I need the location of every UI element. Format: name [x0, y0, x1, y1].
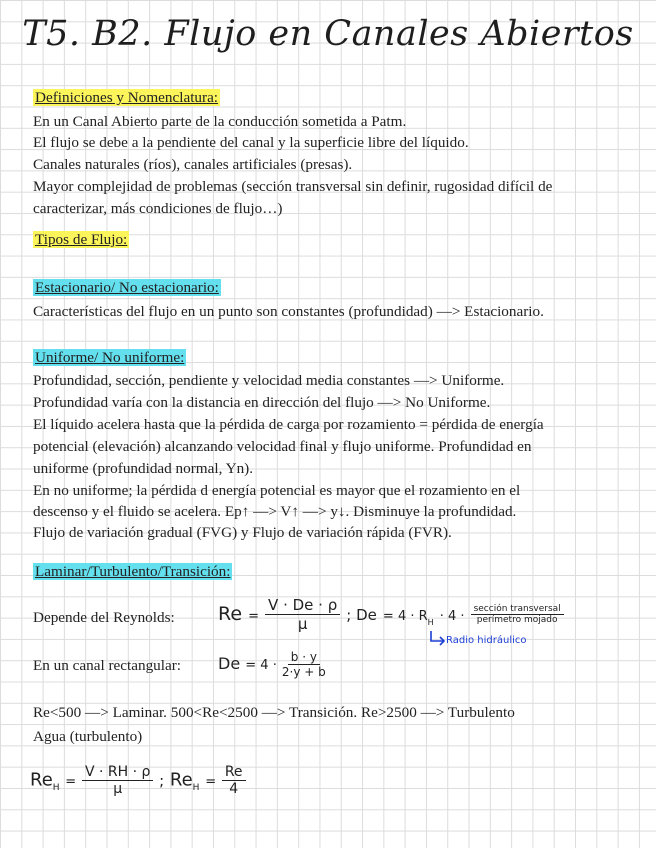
text-line: Características del flujo en un punto son constantes (profundidad) —> Estacionario. [33, 303, 544, 320]
fraction [82, 764, 153, 797]
formula-term: = [205, 774, 217, 790]
text-line: Mayor complejidad de problemas (sección transversal sin definir, rugosidad difícil de [33, 178, 553, 195]
fraction-numerator: b · y [288, 650, 320, 665]
fraction-numerator: V · De · ρ [265, 596, 340, 615]
heading-estacionario [33, 278, 221, 298]
fraction-denominator: 4 [229, 781, 239, 797]
heading-laminar-text: Laminar/Turbulento/Transición: [35, 563, 231, 580]
text-line: potencial (elevación) alcanzando velocidad final y flujo uniforme. Profundidad en [33, 438, 532, 455]
heading-tipos-text: Tipos de Flujo: [35, 231, 128, 248]
fraction-denominator: μ [297, 615, 308, 633]
formula-subscript: H [427, 617, 434, 627]
heading-uniforme-text: Uniforme/ No uniforme: [35, 349, 185, 366]
text-line: En no uniforme; la pérdida d energía potencial es mayor que el rozamiento en el [33, 482, 521, 499]
heading-definiciones [33, 88, 220, 108]
page-title: T5. B2. Flujo en Canales Abiertos [22, 14, 634, 54]
formula-subscript: H [192, 783, 200, 794]
heading-estacionario-text: Estacionario/ No estacionario: [35, 279, 219, 296]
fraction-numerator: Re [222, 764, 246, 781]
text-line: Re<500 —> Laminar. 500<Re<2500 —> Transición. Re>2500 —> Turbulento [33, 704, 515, 721]
fraction-denominator: 2·y + b [281, 665, 326, 679]
formula-term: Re [30, 769, 53, 791]
formula-term: De [218, 654, 241, 673]
heading-laminar [33, 562, 232, 582]
formula-term: = [248, 609, 259, 624]
text-line: Profundidad varía con la distancia en dirección del flujo —> No Uniforme. [33, 394, 491, 411]
fraction-denominator: μ [113, 781, 123, 797]
hydraulic-reynolds-formula [30, 764, 246, 797]
formula-subscript: H [52, 783, 60, 794]
fraction-denominator: perímetro mojado [476, 615, 558, 625]
rectangular-formula [218, 650, 326, 679]
text-line: Agua (turbulento) [33, 728, 143, 745]
heading-definiciones-text: Definiciones y Nomenclatura: [35, 89, 219, 106]
text-line: uniforme (profundidad normal, Yn). [33, 460, 254, 477]
fraction [222, 764, 246, 797]
fraction-numerator: V · RH · ρ [82, 764, 153, 781]
fraction [471, 604, 564, 625]
arrow-icon [428, 630, 448, 646]
heading-uniforme [33, 348, 186, 368]
text-line: El líquido acelera hasta que la pérdida de carga por rozamiento = pérdida de energía [33, 416, 544, 433]
reynolds-formula [218, 596, 564, 633]
fraction [265, 596, 340, 633]
text-line: Canales naturales (ríos), canales artificiales (presas). [33, 156, 353, 173]
text-line: descenso y el fluido se acelera. Ep↑ —> V↑ —> y↓. Disminuye la profundidad. [33, 503, 517, 520]
text-line: caracterizar, más condiciones de flujo…) [33, 200, 283, 217]
fraction-numerator: sección transversal [471, 604, 564, 615]
formula-term: Re [169, 769, 193, 791]
fraction [282, 650, 326, 679]
text-line: Flujo de variación gradual (FVG) y Flujo de variación rápida (FVR). [33, 524, 452, 541]
formula-term: = [65, 774, 77, 790]
formula-term: ; De [346, 606, 377, 624]
formula-term: = 4 · R [382, 609, 428, 624]
formula-term: ; [159, 771, 165, 790]
text-line: En un Canal Abierto parte de la conducción sometida a Patm. [33, 113, 407, 130]
text-line: Depende del Reynolds: [33, 609, 175, 626]
formula-term: Re [218, 603, 243, 625]
heading-tipos [33, 230, 129, 250]
text-line: El flujo se debe a la pendiente del canal y la superficie libre del líquido. [33, 134, 469, 151]
formula-term: = 4 · [245, 658, 277, 673]
text-line: Profundidad, sección, pendiente y velocidad media constantes —> Uniforme. [33, 372, 505, 389]
formula-term: · 4 · [439, 609, 465, 624]
radio-hidraulico-note: Radio hidráulico [446, 635, 527, 646]
text-line: En un canal rectangular: [33, 657, 182, 674]
